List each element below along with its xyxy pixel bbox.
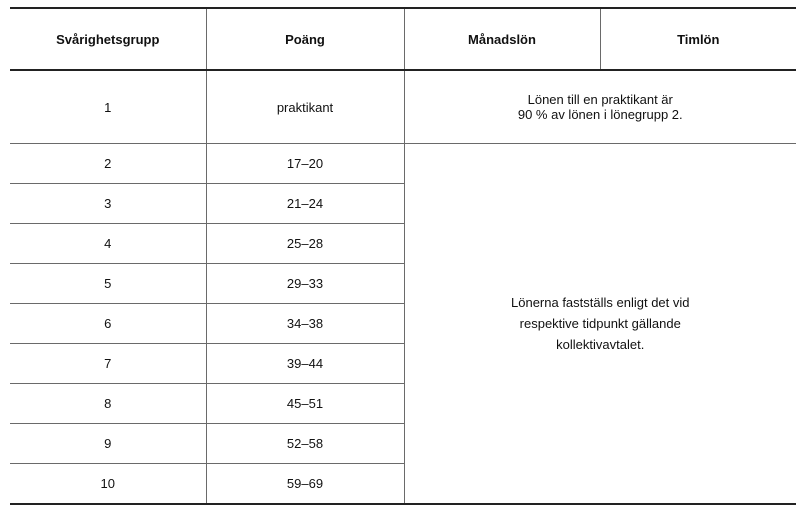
cell-points: 29–33 [206,264,404,304]
cell-group: 4 [10,224,206,264]
header-hourly-wage: Timlön [600,8,796,70]
cell-points: 45–51 [206,384,404,424]
cell-group: 1 [10,70,206,144]
header-points: Poäng [206,8,404,70]
cell-group: 7 [10,344,206,384]
cell-points: 25–28 [206,224,404,264]
salary-table [10,7,796,505]
cell-points: 59–69 [206,464,404,505]
cell-points: 39–44 [206,344,404,384]
intern-salary-note [404,70,796,144]
cell-group: 6 [10,304,206,344]
collective-agreement-note [404,144,796,505]
intern-note-line-2: 90 % av lönen i lönegrupp 2. [517,107,683,122]
table-row-intern [10,70,796,144]
intern-note-line-1: Lönen till en praktikant är [527,92,673,107]
cell-group: 2 [10,144,206,184]
header-row [10,8,796,70]
header-monthly-salary: Månadslön [404,8,600,70]
cell-points: praktikant [206,70,404,144]
cell-points: 21–24 [206,184,404,224]
cell-points: 34–38 [206,304,404,344]
cell-group: 3 [10,184,206,224]
cell-group: 8 [10,384,206,424]
header-difficulty-group: Svårighetsgrupp [10,8,206,70]
table-body [10,70,796,504]
agreement-note-line-1: Lönerna fastställs enligt det vid [511,295,690,310]
cell-points: 52–58 [206,424,404,464]
agreement-note-line-2: respektive tidpunkt gällande [519,316,681,331]
cell-group: 5 [10,264,206,304]
cell-group: 9 [10,424,206,464]
cell-group: 10 [10,464,206,505]
cell-points: 17–20 [206,144,404,184]
table-header [10,8,796,70]
table-row [10,144,796,184]
agreement-note-line-3: kollektivavtalet. [556,337,645,352]
